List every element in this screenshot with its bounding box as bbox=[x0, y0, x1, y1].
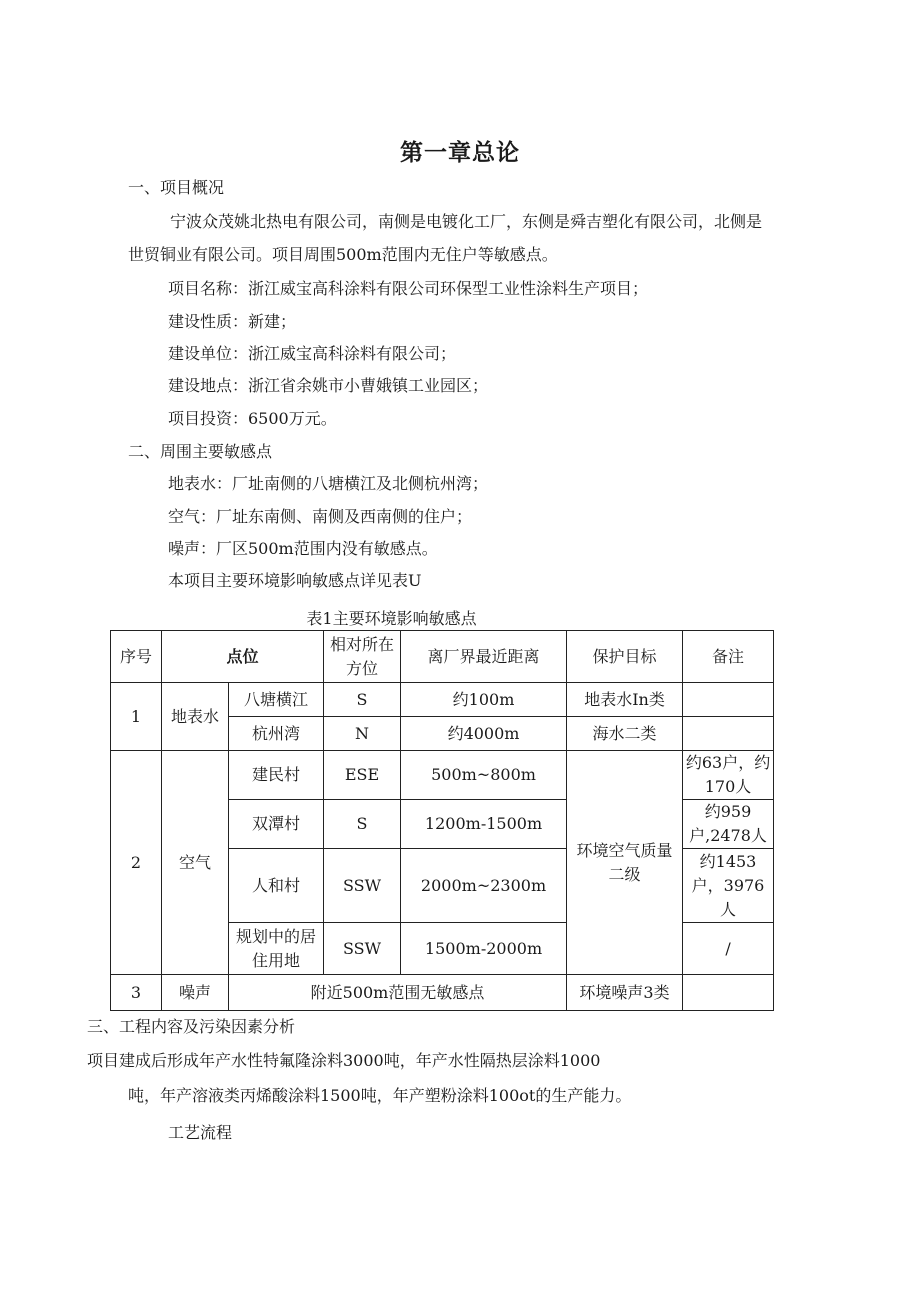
cell-target: 海水二类 bbox=[567, 717, 683, 751]
noise-note: 噪声：厂区500m范围内没有敏感点。 bbox=[168, 539, 438, 558]
cell-distance: 500m~800m bbox=[401, 751, 567, 800]
table-header-row bbox=[111, 631, 774, 683]
cell-category: 空气 bbox=[162, 751, 229, 975]
cell-seq: 1 bbox=[111, 683, 162, 751]
header-point: 点位 bbox=[162, 631, 324, 683]
header-remark: 备注 bbox=[683, 631, 774, 683]
cell-target: 地表水In类 bbox=[567, 683, 683, 717]
cell-direction: SSW bbox=[324, 849, 401, 923]
header-seq: 序号 bbox=[111, 631, 162, 683]
table-row bbox=[111, 683, 774, 717]
cell-distance: 1500m-2000m bbox=[401, 923, 567, 975]
cell-name: 人和村 bbox=[229, 849, 324, 923]
header-target: 保护目标 bbox=[567, 631, 683, 683]
cell-remark: 约63户，约170人 bbox=[683, 751, 774, 800]
project-investment: 项目投资：6500万元。 bbox=[168, 409, 337, 428]
cell-name: 规划中的居住用地 bbox=[229, 923, 324, 975]
cell-name: 双潭村 bbox=[229, 800, 324, 849]
cell-target: 环境空气质量二级 bbox=[567, 751, 683, 975]
air-note: 空气：厂址东南侧、南侧及西南侧的住户； bbox=[168, 507, 473, 526]
surface-water-note: 地表水：厂址南侧的八塘横江及北侧杭州湾； bbox=[168, 474, 489, 493]
cell-target: 环境噪声3类 bbox=[567, 975, 683, 1011]
cell-direction: SSW bbox=[324, 923, 401, 975]
cell-seq: 3 bbox=[111, 975, 162, 1011]
cell-direction: N bbox=[324, 717, 401, 751]
construction-location: 建设地点：浙江省余姚市小曹娥镇工业园区； bbox=[168, 376, 489, 395]
cell-name: 杭州湾 bbox=[229, 717, 324, 751]
cell-remark bbox=[683, 975, 774, 1011]
cell-remark: 约1453户，3976人 bbox=[683, 849, 774, 923]
table-caption: 表1主要环境影响敏感点 bbox=[306, 609, 477, 628]
cell-remark: 约959户,2478人 bbox=[683, 800, 774, 849]
section-heading-engineering: 三、工程内容及污染因素分析 bbox=[87, 1017, 296, 1036]
table-row bbox=[111, 975, 774, 1011]
project-name: 项目名称：浙江威宝高科涂料有限公司环保型工业性涂料生产项目； bbox=[168, 279, 649, 298]
cell-remark bbox=[683, 717, 774, 751]
intro-paragraph-line2: 世贸铜业有限公司。项目周围500m范围内无住户等敏感点。 bbox=[128, 245, 558, 264]
cell-remark bbox=[683, 683, 774, 717]
cell-direction: S bbox=[324, 800, 401, 849]
capacity-line1: 项目建成后形成年产水性特氟隆涂料3000吨，年产水性隔热层涂料1000 bbox=[87, 1051, 601, 1070]
header-distance: 离厂界最近距离 bbox=[401, 631, 567, 683]
intro-paragraph-line1: 宁波众茂姚北热电有限公司，南侧是电镀化工厂，东侧是舜吉塑化有限公司，北侧是 bbox=[170, 212, 763, 231]
cell-merged-description: 附近500m范围无敏感点 bbox=[229, 975, 567, 1011]
capacity-line2: 吨，年产溶液类丙烯酸涂料1500吨，年产塑粉涂料100ot的生产能力。 bbox=[128, 1086, 632, 1105]
cell-distance: 约100m bbox=[401, 683, 567, 717]
cell-name: 建民村 bbox=[229, 751, 324, 800]
cell-distance: 2000m~2300m bbox=[401, 849, 567, 923]
page-title: 第一章总论 bbox=[400, 140, 520, 166]
cell-name: 八塘横江 bbox=[229, 683, 324, 717]
cell-distance: 约4000m bbox=[401, 717, 567, 751]
section-heading-overview: 一、项目概况 bbox=[128, 178, 225, 197]
header-direction: 相对所在方位 bbox=[324, 631, 401, 683]
cell-category: 噪声 bbox=[162, 975, 229, 1011]
cell-remark: / bbox=[683, 923, 774, 975]
table-reference: 本项目主要环境影响敏感点详见表U bbox=[168, 571, 422, 590]
process-heading: 工艺流程 bbox=[168, 1123, 233, 1142]
cell-distance: 1200m-1500m bbox=[401, 800, 567, 849]
cell-category: 地表水 bbox=[162, 683, 229, 751]
cell-direction: S bbox=[324, 683, 401, 717]
sensitive-points-table bbox=[110, 630, 774, 1011]
section-heading-sensitive: 二、周围主要敏感点 bbox=[128, 442, 273, 461]
cell-direction: ESE bbox=[324, 751, 401, 800]
construction-unit: 建设单位：浙江威宝高科涂料有限公司； bbox=[168, 344, 457, 363]
table-row bbox=[111, 751, 774, 800]
construction-nature: 建设性质：新建； bbox=[168, 312, 297, 331]
cell-seq: 2 bbox=[111, 751, 162, 975]
